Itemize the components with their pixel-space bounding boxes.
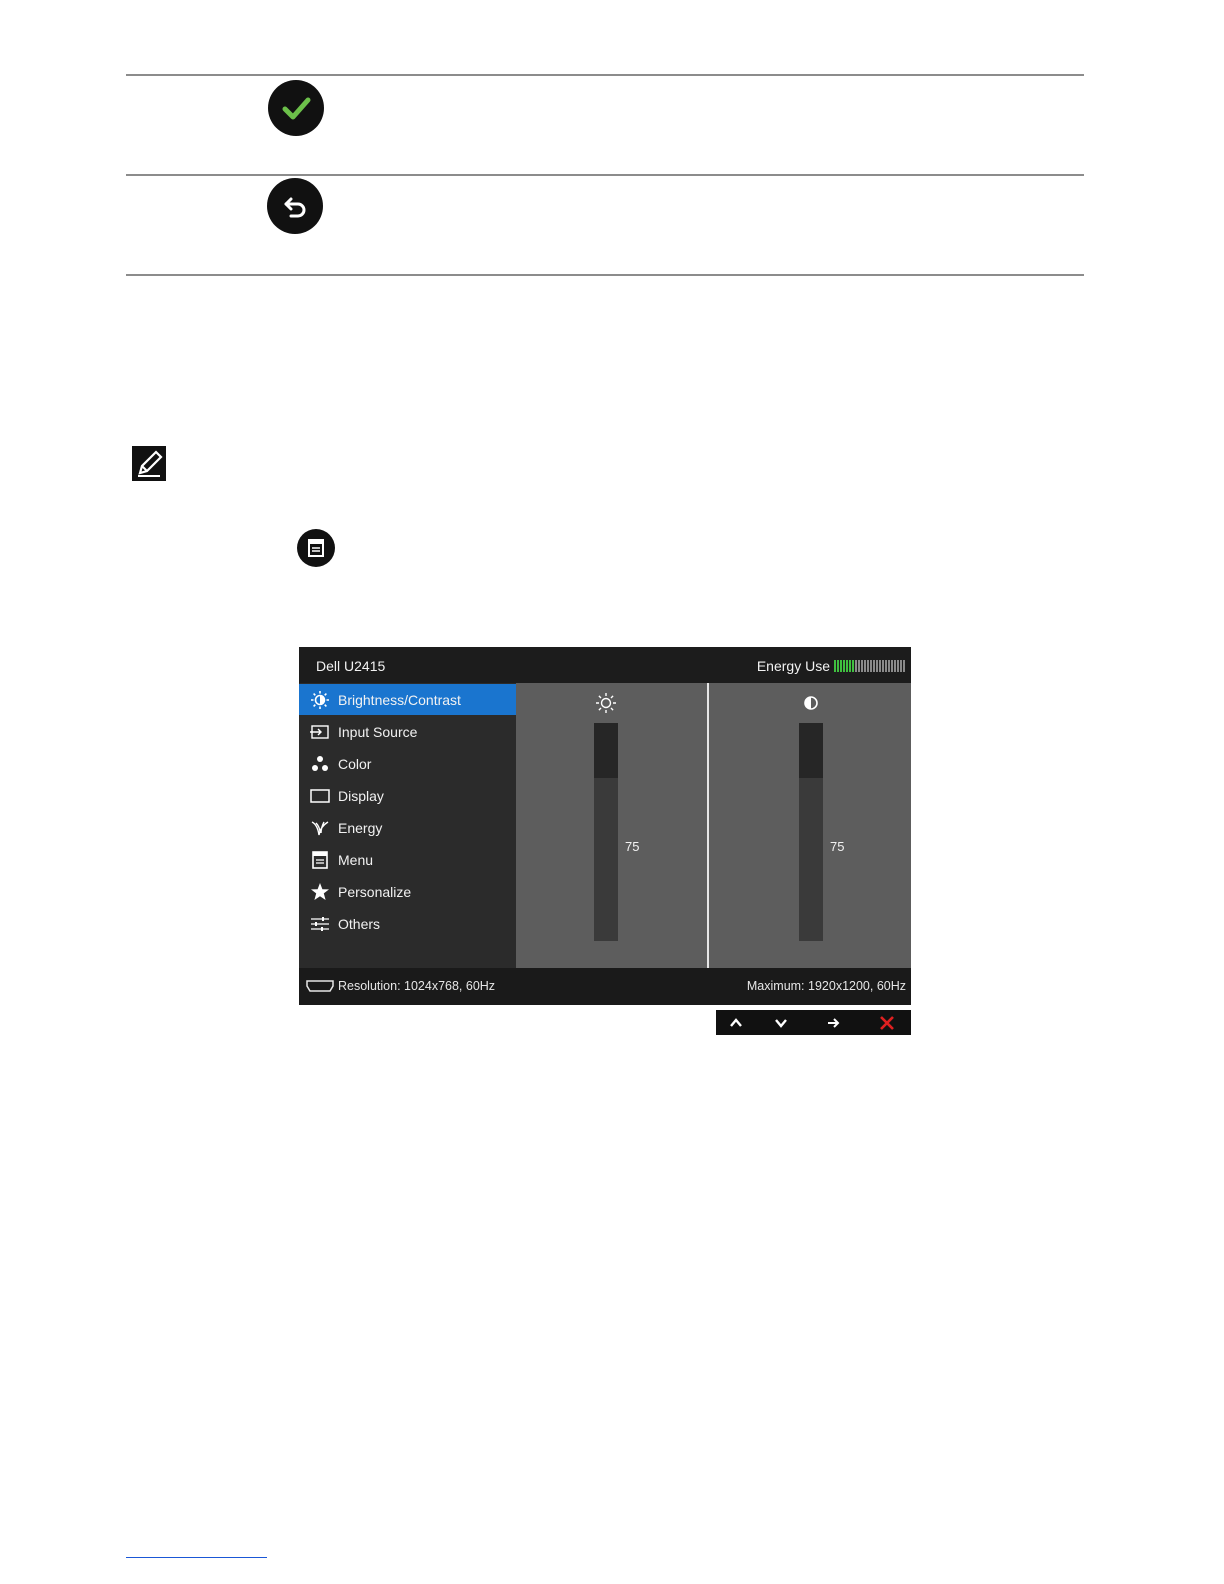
osd-window bbox=[299, 647, 911, 1005]
contrast-slider[interactable] bbox=[799, 723, 823, 941]
brightness-contrast-icon bbox=[309, 689, 331, 711]
contrast-slider-unfilled bbox=[799, 723, 823, 778]
menu-item-label: Energy bbox=[338, 819, 383, 836]
ok-button[interactable] bbox=[268, 80, 324, 136]
osd-nav-buttons bbox=[716, 1010, 911, 1035]
menu-item-label: Personalize bbox=[338, 883, 412, 900]
table-rule-bottom bbox=[126, 274, 1084, 276]
energy-bar-segment bbox=[879, 660, 881, 672]
energy-bar-segment bbox=[903, 660, 905, 672]
energy-bar-segment bbox=[900, 660, 902, 672]
display-icon bbox=[309, 785, 331, 807]
energy-bar-segment bbox=[891, 660, 893, 672]
energy-bar-segment bbox=[834, 660, 836, 672]
enter-button[interactable] bbox=[814, 1010, 854, 1035]
note-pencil-icon bbox=[132, 446, 166, 481]
menu-icon bbox=[306, 538, 326, 558]
energy-bar-segment bbox=[852, 660, 854, 672]
menu-icon bbox=[309, 849, 331, 871]
energy-use-meter bbox=[757, 658, 905, 674]
down-arrow-icon bbox=[773, 1015, 789, 1031]
exit-icon bbox=[879, 1015, 895, 1031]
menu-item-label: Display bbox=[338, 787, 384, 804]
menu-item-display[interactable] bbox=[299, 780, 516, 811]
hdmi-port-icon bbox=[306, 980, 334, 992]
menu-item-label: Menu bbox=[338, 851, 374, 868]
menu-item-others[interactable] bbox=[299, 908, 516, 939]
menu-button[interactable] bbox=[297, 529, 335, 567]
brightness-value: 75 bbox=[625, 839, 640, 854]
panel-divider bbox=[707, 683, 709, 968]
star-icon bbox=[309, 881, 331, 903]
energy-bar-segment bbox=[861, 660, 863, 672]
energy-bar-segment bbox=[867, 660, 869, 672]
osd-header bbox=[299, 647, 911, 683]
menu-item-label: Brightness/Contrast bbox=[338, 691, 461, 708]
back-arrow-icon bbox=[279, 190, 311, 222]
energy-bar-segment bbox=[894, 660, 896, 672]
current-resolution: Resolution: 1024x768, 60Hz bbox=[338, 979, 496, 993]
energy-bar-segment bbox=[855, 660, 857, 672]
energy-icon bbox=[309, 817, 331, 839]
energy-bar-segment bbox=[870, 660, 872, 672]
energy-bar-segment bbox=[846, 660, 848, 672]
brightness-slider-unfilled bbox=[594, 723, 618, 778]
energy-bar-segment bbox=[885, 660, 887, 672]
energy-bar-segment bbox=[843, 660, 845, 672]
energy-bar-segment bbox=[882, 660, 884, 672]
menu-item-menu[interactable] bbox=[299, 844, 516, 875]
table-rule-middle bbox=[126, 174, 1084, 176]
sliders-icon bbox=[309, 913, 331, 935]
menu-item-label: Input Source bbox=[338, 723, 418, 740]
menu-item-personalize[interactable] bbox=[299, 876, 516, 907]
energy-bar-segment bbox=[888, 660, 890, 672]
osd-sidebar bbox=[299, 683, 516, 968]
color-icon bbox=[309, 753, 331, 775]
up-arrow-icon bbox=[728, 1015, 744, 1031]
menu-item-input-source[interactable] bbox=[299, 716, 516, 747]
energy-bar-segment bbox=[876, 660, 878, 672]
menu-item-energy[interactable] bbox=[299, 812, 516, 843]
menu-item-color[interactable] bbox=[299, 748, 516, 779]
back-button[interactable] bbox=[267, 178, 323, 234]
right-arrow-icon bbox=[826, 1015, 842, 1031]
osd-model-title: Dell U2415 bbox=[316, 658, 386, 674]
brightness-column bbox=[594, 683, 654, 968]
footer-link-underline[interactable] bbox=[126, 1557, 267, 1558]
maximum-resolution: Maximum: 1920x1200, 60Hz bbox=[746, 979, 906, 993]
energy-bar-segment bbox=[897, 660, 899, 672]
energy-bar-segment bbox=[873, 660, 875, 672]
menu-item-label: Others bbox=[338, 915, 381, 932]
osd-adjust-panel bbox=[516, 683, 911, 968]
contrast-value: 75 bbox=[830, 839, 845, 854]
energy-bar-segment bbox=[864, 660, 866, 672]
energy-bar-segment bbox=[858, 660, 860, 672]
menu-item-label: Color bbox=[338, 755, 372, 772]
up-button[interactable] bbox=[716, 1010, 756, 1035]
down-button[interactable] bbox=[761, 1010, 801, 1035]
osd-footer bbox=[299, 968, 911, 1005]
input-source-icon bbox=[309, 721, 331, 743]
table-rule-top bbox=[126, 74, 1084, 76]
menu-item-brightness-contrast[interactable] bbox=[299, 684, 516, 715]
energy-bar-segment bbox=[837, 660, 839, 672]
sun-icon bbox=[594, 691, 618, 715]
energy-use-label: Energy Use bbox=[756, 658, 830, 674]
contrast-column bbox=[799, 683, 859, 968]
energy-bar-segment bbox=[849, 660, 851, 672]
energy-use-bars bbox=[834, 660, 905, 672]
exit-button[interactable] bbox=[867, 1010, 907, 1035]
contrast-icon bbox=[799, 691, 823, 715]
brightness-slider[interactable] bbox=[594, 723, 618, 941]
energy-bar-segment bbox=[840, 660, 842, 672]
checkmark-icon bbox=[279, 91, 313, 125]
